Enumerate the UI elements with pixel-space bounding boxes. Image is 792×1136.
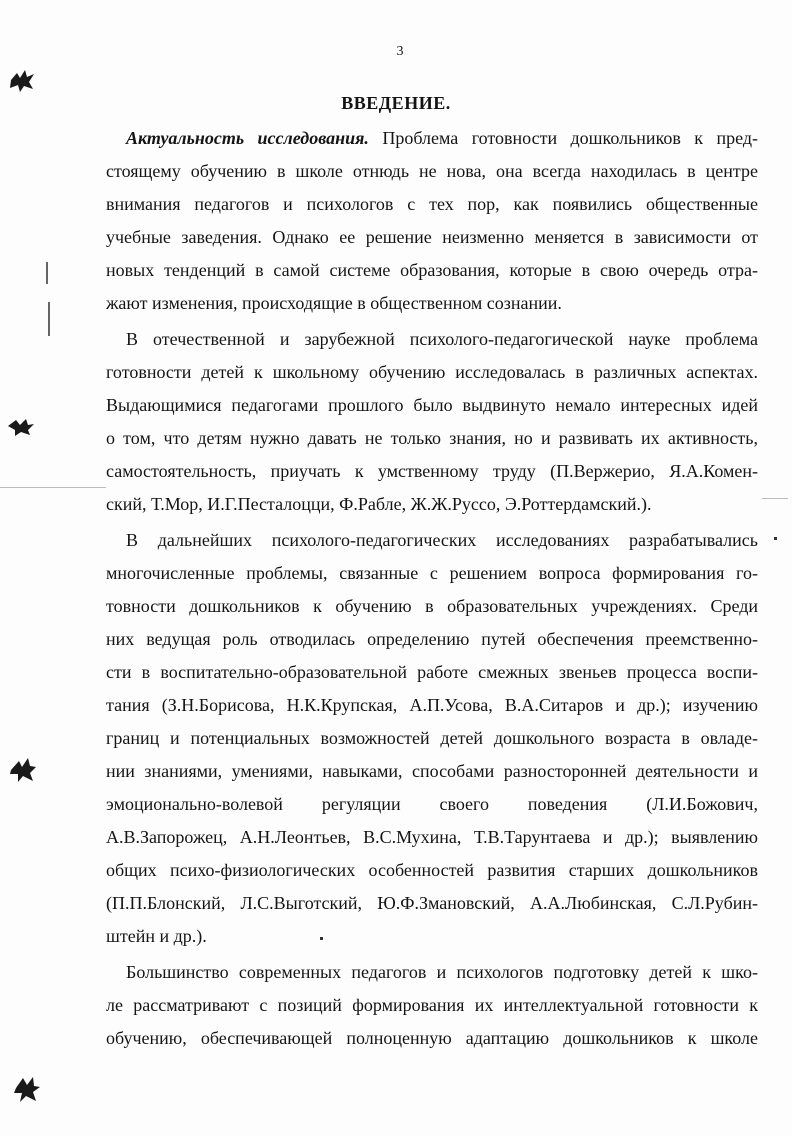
paragraph-1-line: новых тенденций в самой системе образования, которые в свою очередь отра-: [106, 260, 758, 280]
paragraph-3-line: многочисленные проблемы, связанные с решением вопроса формирования го-: [106, 563, 758, 583]
paragraph-lead: Актуальность исследования.: [126, 128, 369, 148]
scan-blot-icon: [12, 1074, 42, 1104]
paragraph-2-line: Выдающимися педагогами прошлого было выдвинуто немало интересных идей: [106, 395, 758, 415]
margin-mark: [0, 487, 106, 488]
section-title: ВВЕДЕНИЕ.: [341, 93, 451, 113]
paragraph-3-line: сти в воспитательно-образовательной работе смежных звеньев процесса воспи-: [106, 662, 758, 682]
paragraph-3-line: эмоционально-волевой регуляции своего поведения (Л.И.Божович,: [106, 794, 758, 814]
paragraph-1-line: внимания педагогов и психологов с тех пор, как появились общественные: [106, 194, 758, 214]
paragraph-3-line: А.В.Запорожец, А.Н.Леонтьев, В.С.Мухина, Т.В.Тарунтаева и др.); выявлению: [106, 827, 758, 847]
margin-mark: [762, 498, 788, 499]
page-number: 3: [396, 44, 404, 59]
paragraph-1-line: жают изменения, происходящие в общественном сознании.: [106, 293, 562, 313]
paragraph-text: Проблема готовности дошкольников к пред-: [368, 128, 759, 148]
margin-mark: [774, 537, 777, 540]
paragraph-3-line: В дальнейших психолого-педагогических исследованиях разрабатывались: [126, 530, 758, 550]
paragraph-2-line: ский, Т.Мор, И.Г.Песталоцци, Ф.Рабле, Ж.Ж.Руссо, Э.Роттердамский.).: [106, 494, 652, 514]
paragraph-2-line: самостоятельность, приучать к умственному труду (П.Вержерио, Я.А.Комен-: [106, 461, 758, 481]
paragraph-4-line: ле рассматривают с позиций формирования их интеллектуальной готовности к: [106, 995, 758, 1015]
paragraph-3-line: товности дошкольников к обучению в образовательных учреждениях. Среди: [106, 596, 758, 616]
scan-blot-icon: [6, 416, 36, 438]
scan-blot-icon: [8, 68, 36, 94]
margin-mark: [48, 302, 50, 336]
paragraph-1-line: учебные заведения. Однако ее решение неизменно меняется в зависимости от: [106, 227, 758, 247]
scan-blot-icon: [8, 756, 38, 784]
margin-mark: [46, 262, 48, 284]
paragraph-3-line: них ведущая роль отводилась определению путей обеспечения преемственно-: [106, 629, 758, 649]
paragraph-3-line: границ и потенциальных возможностей детей дошкольного возраста в овладе-: [106, 728, 758, 748]
paragraph-2-line: готовности детей к школьному обучению исследовалась в различных аспектах.: [106, 362, 758, 382]
paragraph-4-line: Большинство современных педагогов и психологов подготовку детей к шко-: [126, 962, 758, 982]
paragraph-1-line: [126, 127, 758, 149]
paragraph-1-line: стоящему обучению в школе отнюдь не нова, она всегда находилась в центре: [106, 161, 758, 181]
margin-mark: [320, 937, 323, 940]
paragraph-3-line: общих психо-физиологических особенностей развития старших дошкольников: [106, 860, 758, 880]
paragraph-3-line: штейн и др.).: [106, 926, 207, 946]
paragraph-2-line: о том, что детям нужно давать не только знания, но и развивать их активность,: [106, 428, 758, 448]
paragraph-2-line: В отечественной и зарубежной психолого-педагогической науке проблема: [126, 329, 758, 349]
paragraph-4-line: обучению, обеспечивающей полноценную адаптацию дошкольников к школе: [106, 1028, 758, 1048]
paragraph-3-line: (П.П.Блонский, Л.С.Выготский, Ю.Ф.Змановский, А.А.Любинская, С.Л.Рубин-: [106, 893, 758, 913]
paragraph-3-line: тания (З.Н.Борисова, Н.К.Крупская, А.П.Усова, В.А.Ситаров и др.); изучению: [106, 695, 758, 715]
paragraph-3-line: нии знаниями, умениями, навыками, способами разносторонней деятельности и: [106, 761, 758, 781]
